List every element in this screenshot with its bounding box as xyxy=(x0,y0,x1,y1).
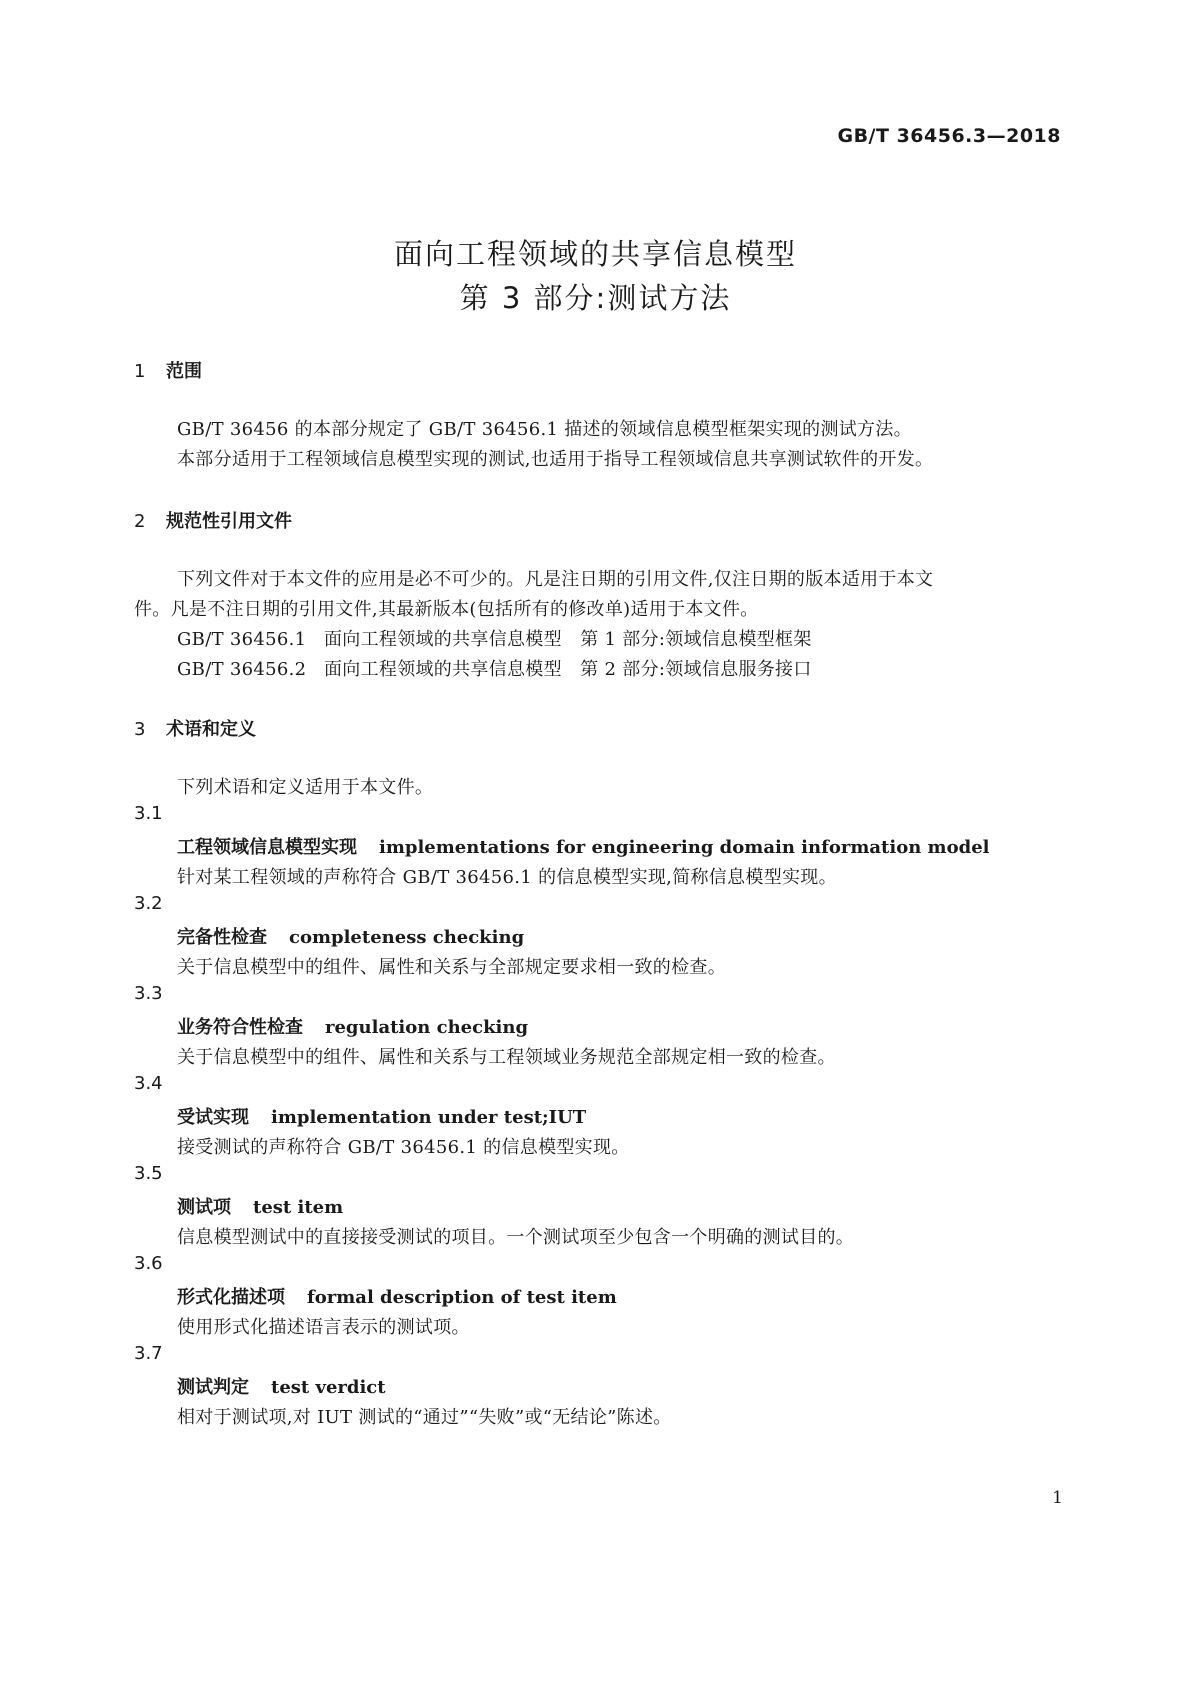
term-heading xyxy=(177,1013,528,1039)
term-chinese: 测试判定 xyxy=(177,1377,249,1398)
term-english: test verdict xyxy=(271,1377,386,1398)
scope-paragraph-1: GB/T 36456 的本部分规定了 GB/T 36456.1 描述的领域信息模型框架实现的测试方法。 xyxy=(177,419,912,440)
term-heading xyxy=(177,1283,617,1309)
term-chinese: 工程领域信息模型实现 xyxy=(177,837,357,858)
term-number: 3.6 xyxy=(134,1253,163,1274)
reference-code: GB/T 36456.1 xyxy=(177,629,307,650)
standard-number: GB/T 36456.3—2018 xyxy=(837,125,1061,147)
term-chinese: 完备性检查 xyxy=(177,927,267,948)
term-definition: 关于信息模型中的组件、属性和关系与工程领域业务规范全部规定相一致的检查。 xyxy=(177,1047,836,1068)
document-subtitle: 第 3 部分:测试方法 xyxy=(459,281,732,315)
term-definition: 针对某工程领域的声称符合 GB/T 36456.1 的信息模型实现,简称信息模型实现。 xyxy=(177,867,837,888)
reference-title: 面向工程领域的共享信息模型 第 2 部分:领域信息服务接口 xyxy=(324,659,812,680)
term-number: 3.3 xyxy=(134,983,163,1004)
term-heading xyxy=(177,1373,386,1399)
terms-intro: 下列术语和定义适用于本文件。 xyxy=(177,777,434,798)
term-chinese: 业务符合性检查 xyxy=(177,1017,303,1038)
reference-title: 面向工程领域的共享信息模型 第 1 部分:领域信息模型框架 xyxy=(324,629,812,650)
section-heading-normative-references xyxy=(134,507,292,533)
section-number: 3 xyxy=(134,719,146,740)
term-english: formal description of test item xyxy=(307,1287,617,1308)
section-number: 2 xyxy=(134,511,146,532)
term-chinese: 测试项 xyxy=(177,1197,231,1218)
term-number: 3.1 xyxy=(134,803,163,824)
term-english: implementations for engineering domain information model xyxy=(379,837,990,858)
reference-entry xyxy=(177,655,812,681)
term-heading xyxy=(177,1193,343,1219)
references-paragraph-line-1: 下列文件对于本文件的应用是必不可少的。凡是注日期的引用文件,仅注日期的版本适用于本文 xyxy=(177,569,934,590)
term-number: 3.5 xyxy=(134,1163,163,1184)
term-definition: 相对于测试项,对 IUT 测试的“通过”“失败”或“无结论”陈述。 xyxy=(177,1407,672,1428)
reference-entry xyxy=(177,625,812,651)
term-definition: 关于信息模型中的组件、属性和关系与全部规定要求相一致的检查。 xyxy=(177,957,726,978)
scope-paragraph-2: 本部分适用于工程领域信息模型实现的测试,也适用于指导工程领域信息共享测试软件的开发。 xyxy=(177,449,934,470)
term-number: 3.4 xyxy=(134,1073,163,1094)
term-heading xyxy=(177,923,524,949)
section-heading-scope xyxy=(134,357,202,383)
term-definition: 使用形式化描述语言表示的测试项。 xyxy=(177,1317,470,1338)
term-definition: 接受测试的声称符合 GB/T 36456.1 的信息模型实现。 xyxy=(177,1137,630,1158)
reference-code: GB/T 36456.2 xyxy=(177,659,307,680)
references-paragraph-line-2: 件。凡是不注日期的引用文件,其最新版本(包括所有的修改单)适用于本文件。 xyxy=(134,599,759,620)
section-heading-terms-definitions xyxy=(134,715,256,741)
term-heading xyxy=(177,833,989,859)
page-number: 1 xyxy=(1052,1488,1063,1508)
section-title: 术语和定义 xyxy=(166,719,256,740)
document-title: 面向工程领域的共享信息模型 xyxy=(393,237,797,271)
section-title: 范围 xyxy=(166,361,202,382)
term-number: 3.7 xyxy=(134,1343,163,1364)
term-chinese: 形式化描述项 xyxy=(177,1287,285,1308)
term-english: test item xyxy=(253,1197,344,1218)
section-number: 1 xyxy=(134,361,146,382)
section-title: 规范性引用文件 xyxy=(166,511,292,532)
term-english: regulation checking xyxy=(325,1017,529,1038)
term-english: completeness checking xyxy=(289,927,525,948)
term-definition: 信息模型测试中的直接接受测试的项目。一个测试项至少包含一个明确的测试目的。 xyxy=(177,1227,855,1248)
term-heading xyxy=(177,1103,586,1129)
term-number: 3.2 xyxy=(134,893,163,914)
term-english: implementation under test;IUT xyxy=(271,1107,587,1128)
term-chinese: 受试实现 xyxy=(177,1107,249,1128)
